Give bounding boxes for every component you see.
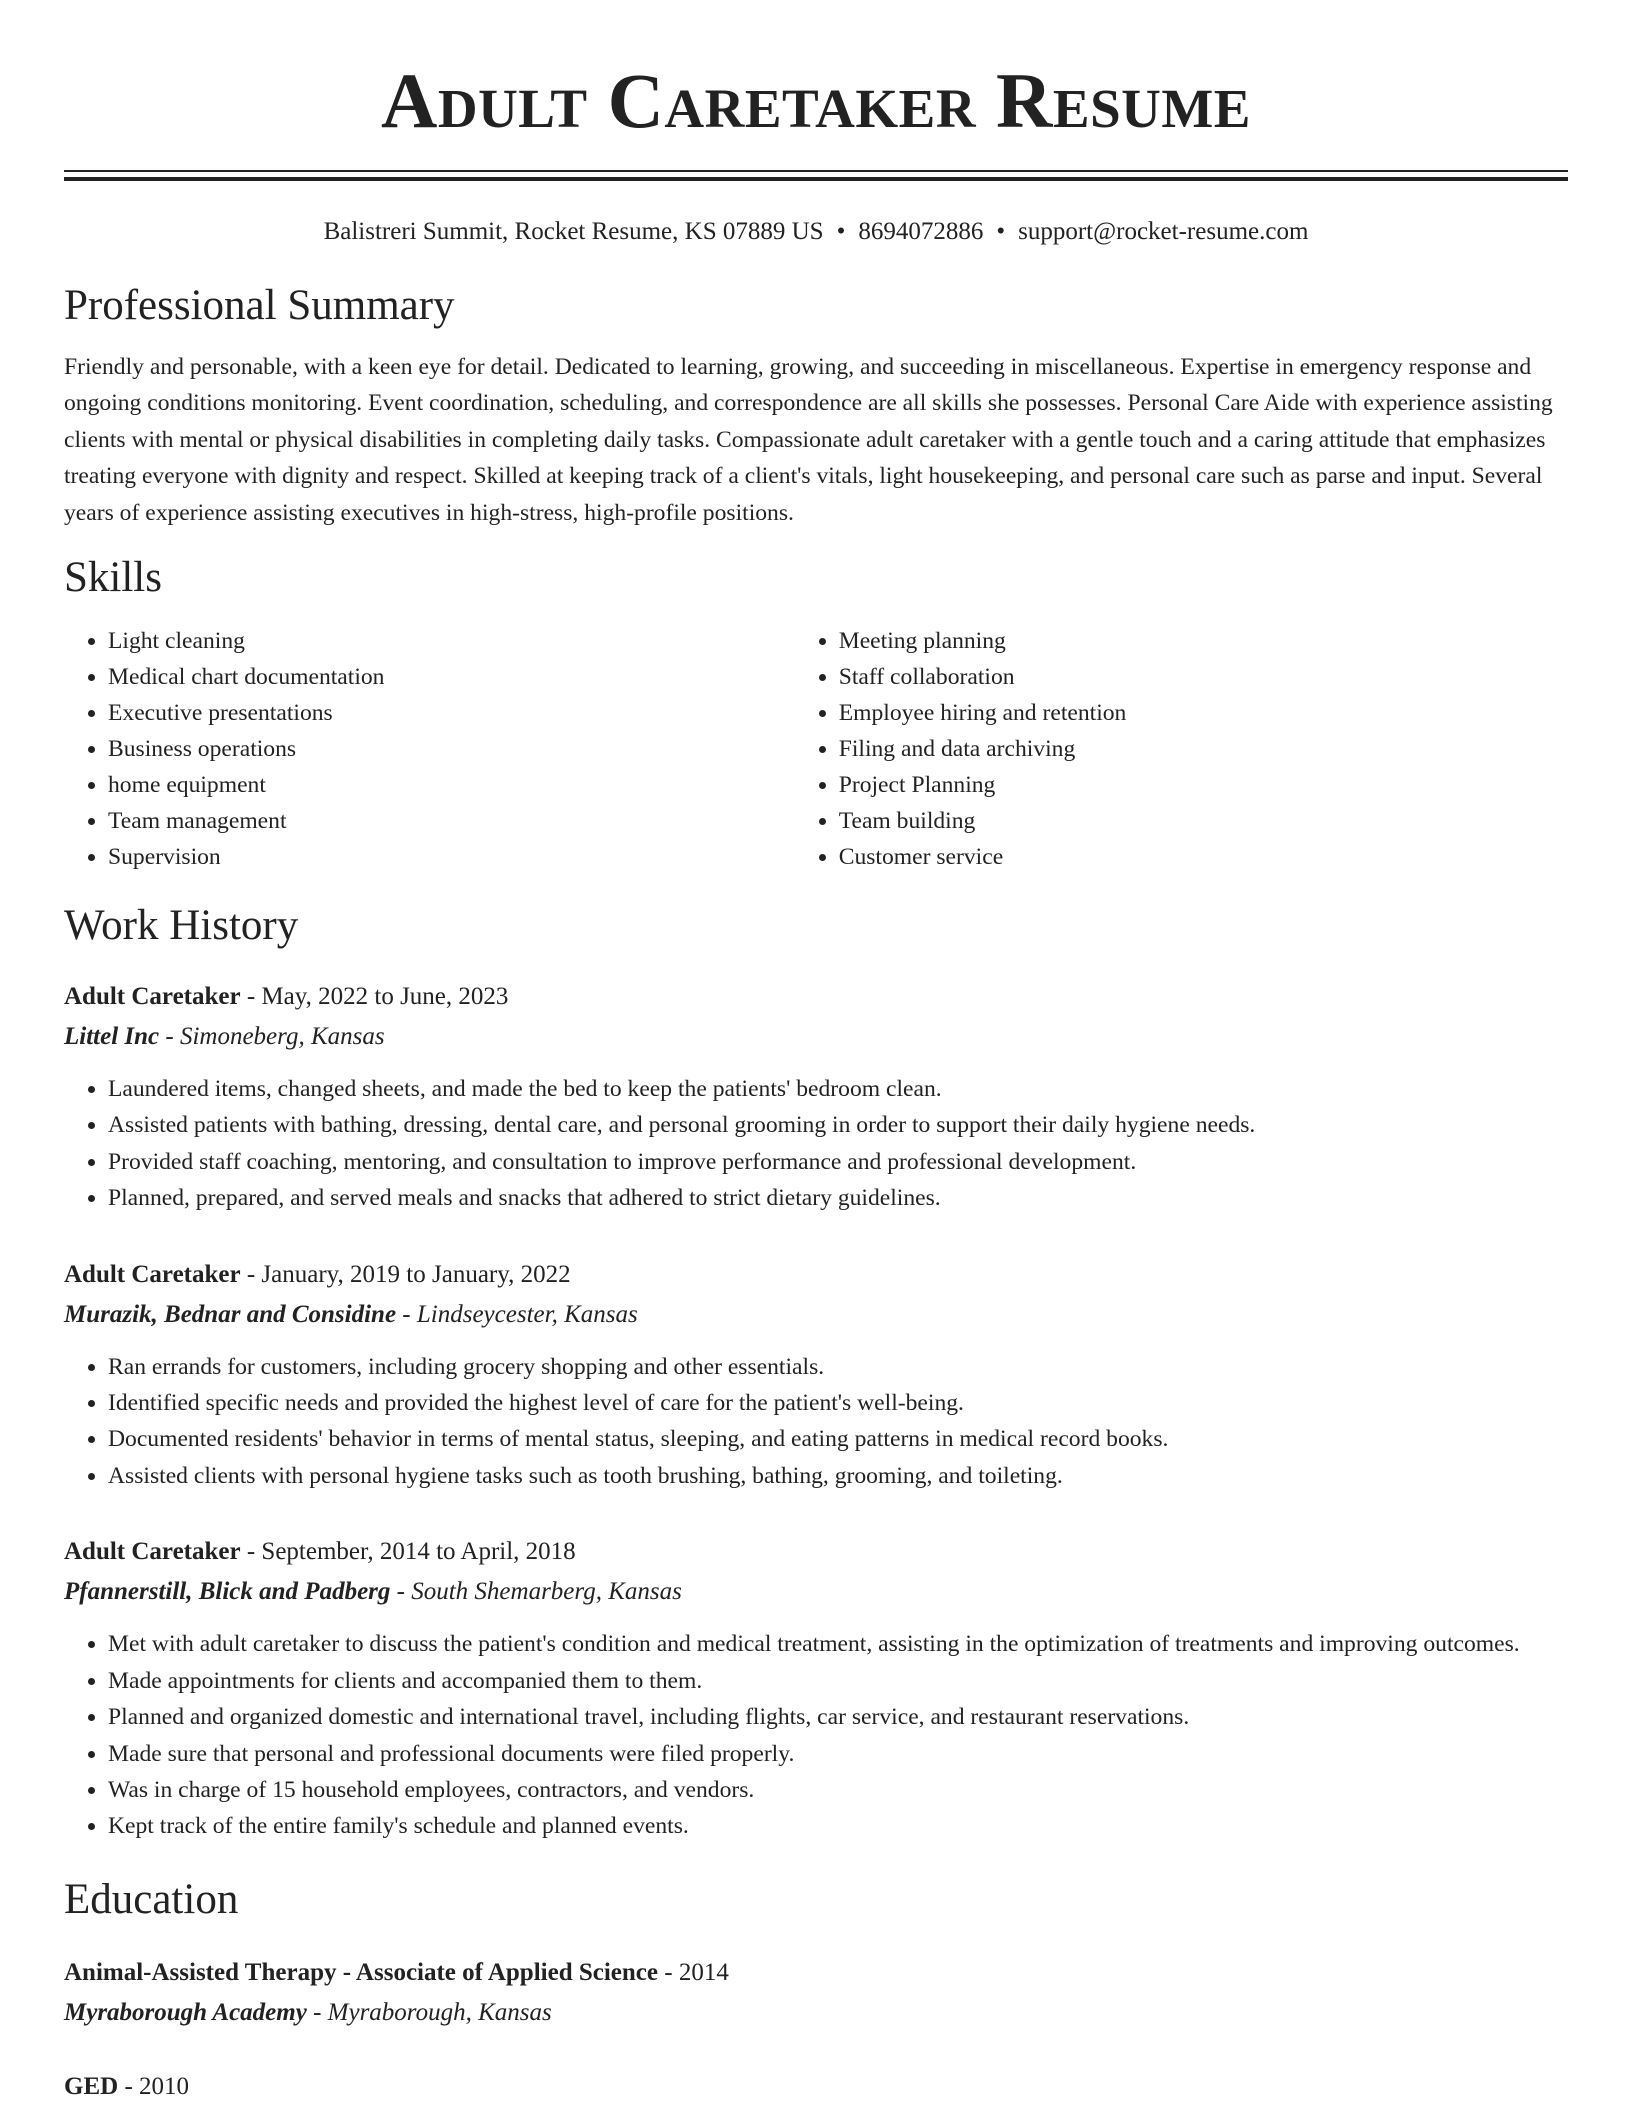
education-year: - 2010	[118, 2072, 190, 2100]
education-entry	[64, 2067, 1568, 2107]
resume-title: Adult Caretaker Resume	[381, 57, 1251, 144]
contact-separator: •	[836, 218, 846, 245]
job-entry	[64, 1255, 1568, 1495]
job-duty: • Was in charge of 15 household employees, contractors, and vendors.	[108, 1772, 1568, 1808]
job-duty: • Documented residents' behavior in terms of mental status, sleeping, and eating patterns in medical record books.	[108, 1421, 1568, 1457]
resume-page	[64, 0, 1568, 2107]
job-duty: • Made sure that personal and professional documents were filed properly.	[108, 1736, 1568, 1772]
education-year: - 2014	[658, 1958, 729, 1986]
job-duty: • Identified specific needs and provided the highest level of care for the patient's well-being.	[108, 1385, 1568, 1421]
skills-list-right	[795, 623, 1568, 875]
job-employer	[64, 1295, 1568, 1335]
job-title: Adult Caretaker	[64, 983, 241, 1011]
job-dates: - September, 2014 to April, 2018	[240, 1538, 576, 1566]
job-company: Pfannerstill, Blick and Padberg	[64, 1578, 391, 1606]
skill-item: • Customer service	[839, 839, 1568, 875]
job-duty: • Planned and organized domestic and international travel, including flights, car service, and restaurant reservations.	[108, 1699, 1568, 1735]
education-school: Myraborough Academy	[64, 1998, 307, 2026]
title-rule-thick	[64, 177, 1568, 181]
skill-item: • Light cleaning	[108, 623, 787, 659]
education-degree: GED	[64, 2072, 119, 2100]
job-header	[64, 977, 1568, 1017]
skills-list-left	[64, 623, 787, 875]
job-duty: • Made appointments for clients and accompanied them to them.	[108, 1663, 1568, 1699]
job-duties	[64, 1071, 1568, 1217]
skill-item: • Filing and data archiving	[839, 731, 1568, 767]
skill-item: • Project Planning	[839, 767, 1568, 803]
summary-text: Friendly and personable, with a keen eye for detail. Dedicated to learning, growing, and succeeding in miscellaneous. Expertise in emergency response and ongoing conditions monitoring. Event coordination, scheduling, and correspondence are all skills she possesses. Personal Care Aide with experience assisting clients with mental or physical disabilities in completing daily tasks. Compassionate adult caretaker with a gentle touch and a caring attitude that emphasizes treating everyone with dignity and respect. Skilled at keeping track of a client's vitals, light housekeeping, and personal care such as parse and input. Several years of experience assisting executives in high-stress, high-profile positions.	[64, 354, 1553, 526]
skill-item: • Staff collaboration	[839, 659, 1568, 695]
job-title: Adult Caretaker	[64, 1260, 241, 1288]
job-entry	[64, 1532, 1568, 1844]
job-duty: • Assisted patients with bathing, dressing, dental care, and personal grooming in order to support their daily hygiene needs.	[108, 1107, 1568, 1143]
job-duty: • Assisted clients with personal hygiene tasks such as tooth brushing, bathing, grooming, and toileting.	[108, 1458, 1568, 1494]
skill-item: • Team management	[108, 803, 787, 839]
summary-heading: Professional Summary	[64, 282, 455, 329]
education-heading: Education	[64, 1875, 239, 1923]
skill-item: • Executive presentations	[108, 695, 787, 731]
job-company: Littel Inc	[64, 1023, 160, 1051]
skill-item: • home equipment	[108, 767, 787, 803]
education-entry	[64, 1953, 1568, 2033]
contact-address: Balistreri Summit, Rocket Resume, KS 07889 US	[323, 218, 824, 245]
job-dates: - January, 2019 to January, 2022	[240, 1260, 571, 1288]
job-company: Murazik, Bednar and Considine	[64, 1300, 397, 1328]
job-duties	[64, 1349, 1568, 1495]
job-duty: • Planned, prepared, and served meals and snacks that adhered to strict dietary guidelines.	[108, 1180, 1568, 1216]
work-history-heading: Work History	[64, 902, 299, 950]
education-school-line	[64, 1993, 1568, 2033]
job-header	[64, 1532, 1568, 1572]
job-duty: • Provided staff coaching, mentoring, and consultation to improve performance and professional development.	[108, 1144, 1568, 1180]
job-employer	[64, 1017, 1568, 1057]
skill-item: • Meeting planning	[839, 623, 1568, 659]
education-degree: Animal-Assisted Therapy - Associate of Applied Science	[64, 1958, 658, 1986]
job-dates: - May, 2022 to June, 2023	[240, 983, 509, 1011]
job-location: - Lindseycester, Kansas	[396, 1300, 638, 1328]
education-location: - Myraborough, Kansas	[306, 1998, 552, 2026]
job-location: - South Shemarberg, Kansas	[390, 1578, 682, 1606]
contact-line	[64, 217, 1568, 247]
skill-item: • Business operations	[108, 731, 787, 767]
skill-item: • Employee hiring and retention	[839, 695, 1568, 731]
job-title: Adult Caretaker	[64, 1538, 241, 1566]
title-rule-thin	[64, 170, 1568, 172]
contact-separator: •	[996, 218, 1006, 245]
skills-columns	[64, 623, 1568, 875]
skill-item: • Medical chart documentation	[108, 659, 787, 695]
job-entry	[64, 977, 1568, 1217]
education-header	[64, 1953, 1568, 1993]
job-duty: • Laundered items, changed sheets, and made the bed to keep the patients' bedroom clean.	[108, 1071, 1568, 1107]
skill-item: • Team building	[839, 803, 1568, 839]
contact-phone: 8694072886	[858, 218, 984, 245]
job-duty: • Kept track of the entire family's schedule and planned events.	[108, 1808, 1568, 1844]
contact-email: support@rocket-resume.com	[1018, 218, 1309, 245]
skills-heading: Skills	[64, 554, 162, 602]
job-location: - Simoneberg, Kansas	[159, 1023, 385, 1051]
job-employer	[64, 1572, 1568, 1612]
education-header	[64, 2067, 1568, 2107]
job-duty: • Met with adult caretaker to discuss the patient's condition and medical treatment, assisting in the optimization of treatments and improving outcomes.	[108, 1626, 1568, 1662]
job-duties	[64, 1626, 1568, 1844]
job-duty: • Ran errands for customers, including grocery shopping and other essentials.	[108, 1349, 1568, 1385]
job-header	[64, 1255, 1568, 1295]
skill-item: • Supervision	[108, 839, 787, 875]
